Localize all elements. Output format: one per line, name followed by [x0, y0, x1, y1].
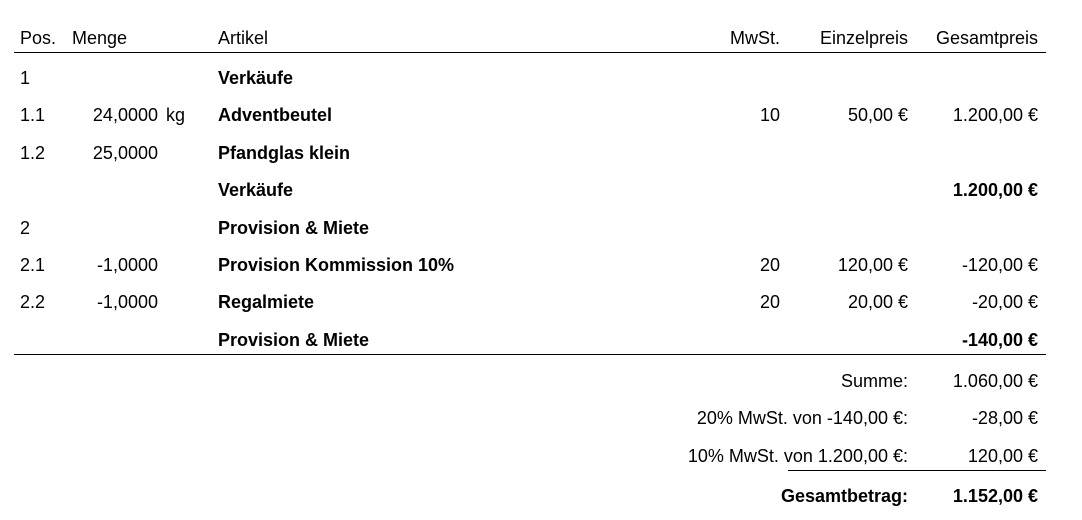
row-artikel: Verkäufe — [218, 68, 294, 88]
row-pos: 1.2 — [20, 143, 46, 163]
subtotal-value: 1.200,00 € — [952, 180, 1038, 200]
row-pos: 2.1 — [20, 255, 46, 275]
header-divider — [14, 52, 1046, 53]
row-artikel: Pfandglas klein — [218, 143, 351, 163]
mwst10-value: 120,00 € — [967, 446, 1038, 466]
header-menge: Menge — [72, 28, 128, 48]
mwst20-value: -28,00 € — [971, 408, 1038, 428]
row-menge: -1,0000 — [96, 255, 158, 275]
row-unit: kg — [166, 105, 186, 125]
mwst20-label: 20% MwSt. von -140,00 €: — [696, 408, 908, 428]
row-artikel: Adventbeutel — [218, 105, 333, 125]
gesamtbetrag-label: Gesamtbetrag: — [780, 486, 908, 506]
row-menge: 24,0000 — [92, 105, 158, 125]
row-pos: 2 — [20, 218, 31, 238]
row-pos: 1 — [20, 68, 31, 88]
row-mwst: 20 — [759, 292, 780, 312]
header-artikel: Artikel — [218, 28, 269, 48]
gesamtbetrag-value: 1.152,00 € — [952, 486, 1038, 506]
header-gesamtpreis: Gesamtpreis — [935, 28, 1038, 48]
summe-value: 1.060,00 € — [952, 371, 1038, 391]
table-bottom-divider — [14, 354, 1046, 355]
header-mwst: MwSt. — [729, 28, 780, 48]
row-artikel: Provision Kommission 10% — [218, 255, 455, 275]
row-artikel: Regalmiete — [218, 292, 315, 312]
row-menge: 25,0000 — [92, 143, 158, 163]
row-einzelpreis: 50,00 € — [847, 105, 908, 125]
row-mwst: 10 — [759, 105, 780, 125]
row-pos: 1.1 — [20, 105, 46, 125]
header-pos: Pos. — [20, 28, 57, 48]
row-gesamtpreis: -120,00 € — [961, 255, 1038, 275]
row-pos: 2.2 — [20, 292, 46, 312]
subtotal-value: -140,00 € — [961, 330, 1038, 350]
row-menge: -1,0000 — [96, 292, 158, 312]
subtotal-label: Verkäufe — [218, 180, 294, 200]
row-einzelpreis: 20,00 € — [847, 292, 908, 312]
mwst10-label: 10% MwSt. von 1.200,00 €: — [687, 446, 908, 466]
header-einzelpreis: Einzelpreis — [819, 28, 908, 48]
summe-label: Summe: — [840, 371, 908, 391]
row-artikel: Provision & Miete — [218, 218, 370, 238]
totals-divider — [788, 470, 1046, 471]
subtotal-label: Provision & Miete — [218, 330, 370, 350]
row-gesamtpreis: 1.200,00 € — [952, 105, 1038, 125]
row-mwst: 20 — [759, 255, 780, 275]
row-einzelpreis: 120,00 € — [837, 255, 908, 275]
row-gesamtpreis: -20,00 € — [971, 292, 1038, 312]
